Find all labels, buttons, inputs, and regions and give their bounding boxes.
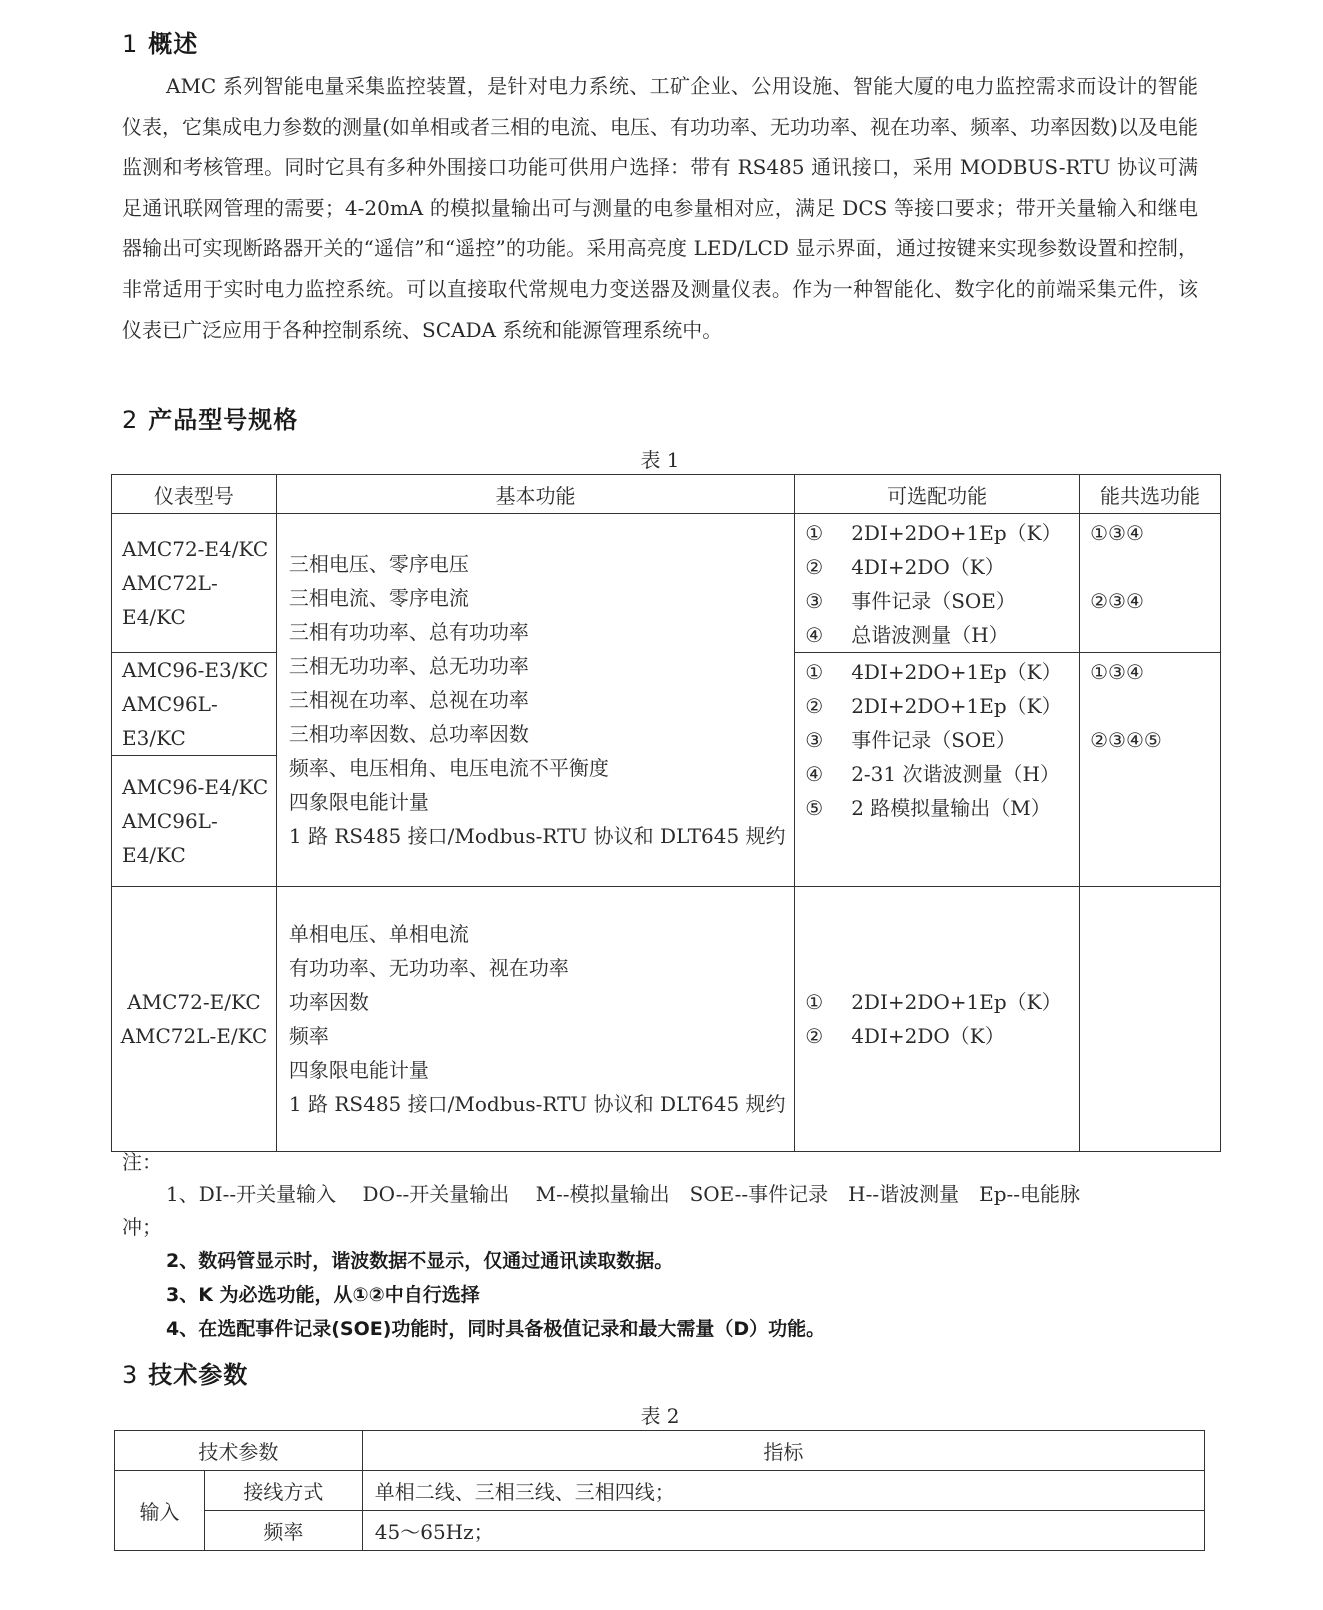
option-number: ④ [805,762,824,786]
option-item [805,1019,1079,1053]
optional-functions-cell [795,653,1080,887]
basic-function: 四象限电能计量 [288,790,429,814]
note-4: 4、在选配事件记录(SOE)功能时，同时具备极值记录和最大需量（D）功能。 [166,1318,826,1340]
basic-function: 三相功率因数、总功率因数 [288,722,529,746]
option-item [805,689,1079,723]
model-cell [112,653,277,756]
option-item [805,584,1079,618]
section-number: 1 [122,30,139,58]
model-name: AMC96-E4/KC [122,775,269,799]
basic-function: 三相无功功率、总无功功率 [288,654,529,678]
model-name: AMC72-E4/KC [122,537,269,561]
notes-label: 注： [122,1150,162,1174]
param-name: 接线方式 [204,1471,362,1511]
basic-function: 四象限电能计量 [288,1058,429,1082]
basic-function: 1 路 RS485 接口/Modbus-RTU 协议和 DLT645 规约 [288,1092,786,1116]
option-item [805,723,1079,757]
basic-function: 三相电压、零序电压 [288,552,469,576]
basic-function: 频率、电压相角、电压电流不平衡度 [288,756,609,780]
option-text: 事件记录（SOE） [851,589,1016,613]
note-1: 1、DI--开关量输入 DO--开关量输出 M--模拟量输出 SOE--事件记录 H--谐波测量 Ep--电能脉 [166,1182,1081,1206]
option-text: 2 路模拟量输出（M） [851,796,1051,820]
header-model: 仪表型号 [112,475,277,514]
combo-value: ②③④ [1090,589,1144,613]
section-title: 产品型号规格 [148,406,299,434]
optional-functions-cell [795,514,1080,653]
tech-params-table [114,1430,1205,1551]
option-item [805,985,1079,1019]
option-text: 事件记录（SOE） [851,728,1016,752]
model-name: AMC72-E/KC [127,990,261,1014]
option-number: ⑤ [805,796,824,820]
model-name: AMC72L-E/KC [120,1024,268,1048]
basic-function: 有功功率、无功功率、视在功率 [288,956,569,980]
table-row [115,1471,1205,1511]
param-value: 单相二线、三相三线、三相四线； [362,1471,1204,1511]
header-combo: 能共选功能 [1080,475,1221,514]
option-number: ① [805,660,824,684]
model-cell [112,756,277,887]
combo-cell-empty [1080,887,1221,1152]
model-spec-table [111,474,1221,1152]
section-number: 2 [122,406,139,434]
section-2-heading [122,400,298,435]
option-text: 2DI+2DO+1Ep（K） [851,694,1062,718]
model-name: AMC96-E3/KC [122,658,269,682]
option-item [805,550,1079,584]
option-text: 总谐波测量（H） [851,623,1009,647]
combo-cell [1080,653,1221,887]
option-item [805,516,1079,550]
combo-value: ①③④ [1090,521,1144,545]
optional-functions-cell [795,887,1080,1152]
section-title: 技术参数 [148,1361,249,1389]
model-cell [112,887,277,1152]
section-title: 概述 [148,30,199,58]
option-number: ① [805,521,824,545]
basic-function: 1 路 RS485 接口/Modbus-RTU 协议和 DLT645 规约 [288,824,786,848]
option-item [805,655,1079,689]
note-1-continued: 冲； [122,1215,162,1239]
section-1-heading [122,24,198,59]
option-number: ④ [805,623,824,647]
table-row [112,887,1221,1152]
section-3-heading [122,1355,248,1390]
table-row [115,1511,1205,1551]
option-number: ③ [805,589,824,613]
option-number: ① [805,990,824,1014]
option-number: ③ [805,728,824,752]
header-param: 技术参数 [115,1431,363,1471]
basic-function: 单相电压、单相电流 [288,922,469,946]
basic-function: 三相电流、零序电流 [288,586,469,610]
option-text: 4DI+2DO（K） [851,555,1005,579]
basic-functions-cell [276,514,794,887]
model-name: AMC96L-E4/KC [122,809,218,867]
table-row [112,514,1221,653]
basic-function: 三相有功功率、总有功功率 [288,620,529,644]
option-number: ② [805,555,824,579]
param-value: 45～65Hz； [362,1511,1204,1551]
model-name: AMC96L-E3/KC [122,692,218,750]
basic-function: 频率 [288,1024,329,1048]
table-header-row [112,475,1221,514]
section-number: 3 [122,1361,139,1389]
option-text: 2DI+2DO+1Ep（K） [851,521,1062,545]
group-label: 输入 [115,1471,205,1551]
combo-cell [1080,514,1221,653]
option-number: ② [805,694,824,718]
option-item [805,791,1079,825]
basic-function: 三相视在功率、总视在功率 [288,688,529,712]
basic-functions-cell [276,887,794,1152]
model-name: AMC72L-E4/KC [122,571,218,629]
option-text: 4DI+2DO（K） [851,1024,1005,1048]
model-cell [112,514,277,653]
option-text: 2DI+2DO+1Ep（K） [851,990,1062,1014]
option-item [805,757,1079,791]
param-name: 频率 [204,1511,362,1551]
overview-paragraph: AMC 系列智能电量采集监控装置，是针对电力系统、工矿企业、公用设施、智能大厦的电力监控需求而设计的智能仪表，它集成电力参数的测量(如单相或者三相的电流、电压、有功功率、无功功率、视在功率、频率、功率因数)以及电能监测和考核管理。同时它具有多种外围接口功能可供用户选择：带有 RS485 通讯接口，采用 MODBUS-RTU 协议可满足通讯联网管理的需要；4-20mA 的模拟量输出可与测量的电参量相对应，满足 DCS 等接口要求；带开关量输入和继电器输出可实现断路器开关的“遥信”和“遥控”的功能。采用高亮度 LED/LCD 显示界面，通过按键来实现参数设置和控制，非常适用于实时电力监控系统。可以直接取代常规电力变送器及测量仪表。作为一种智能化、数字化的前端采集元件，该仪表已广泛应用于各种控制系统、SCADA 系统和能源管理系统中。 [122,74,1198,342]
option-number: ② [805,1024,824,1048]
option-text: 2-31 次谐波测量（H） [851,762,1060,786]
table-1-caption: 表 1 [640,448,680,472]
table-2-caption: 表 2 [640,1404,680,1428]
combo-value: ①③④ [1090,660,1144,684]
note-2: 2、数码管显示时，谐波数据不显示，仅通过通讯读取数据。 [166,1250,674,1272]
header-value: 指标 [362,1431,1204,1471]
table-header-row [115,1431,1205,1471]
option-text: 4DI+2DO+1Ep（K） [851,660,1062,684]
basic-function: 功率因数 [288,990,369,1014]
header-basic: 基本功能 [276,475,794,514]
header-optional: 可选配功能 [795,475,1080,514]
combo-value: ②③④⑤ [1090,728,1162,752]
note-3: 3、K 为必选功能，从①②中自行选择 [166,1284,480,1306]
option-item [805,618,1079,652]
